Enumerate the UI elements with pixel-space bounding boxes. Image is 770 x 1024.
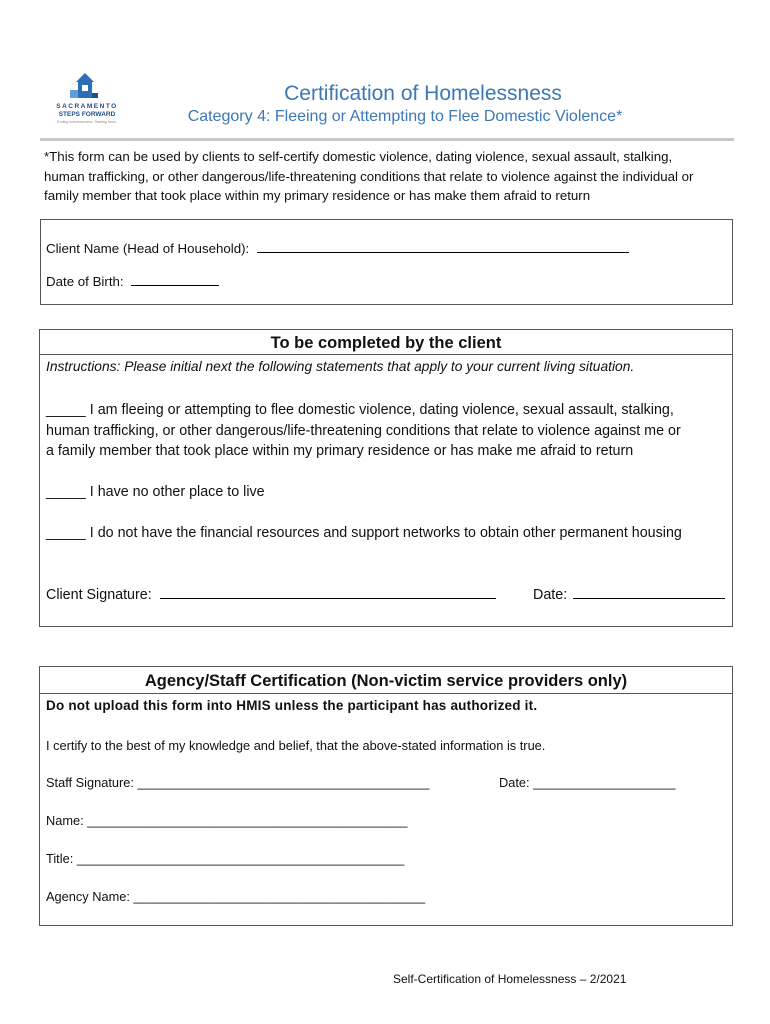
staff-title-field[interactable]: ______________________________________________ <box>76 851 405 866</box>
initial-blank-2[interactable]: _____ <box>46 484 86 500</box>
client-date-row <box>533 585 725 606</box>
staff-title-label: Title: <box>46 851 74 866</box>
statement-text: human trafficking, or other dangerous/life-threatening conditions that relate to violence against me or <box>46 422 681 439</box>
agency-section-heading: Agency/Staff Certification (Non-victim service providers only) <box>40 667 732 694</box>
instructions-text: Instructions: Please initial next the following statements that apply to your current living situation. <box>46 359 635 374</box>
logo-text-line1: SACRAMENTO <box>56 103 118 110</box>
staff-name-row <box>46 813 408 828</box>
dob-label: Date of Birth: <box>46 274 124 289</box>
staff-title-row <box>46 851 404 866</box>
intro-line: human trafficking, or other dangerous/life-threatening conditions that relate to violence against the individual or <box>44 168 694 184</box>
client-signature-label: Client Signature: <box>46 587 152 603</box>
page-subtitle: Category 4: Fleeing or Attempting to Flee Domestic Violence* <box>187 108 623 125</box>
statement-text: a family member that took place within my primary residence or has make me afraid to return <box>46 443 634 459</box>
client-info-box <box>40 219 733 305</box>
client-name-field[interactable] <box>257 240 629 253</box>
agency-section <box>39 666 733 926</box>
statement-no-resources <box>46 523 726 544</box>
staff-date-row <box>499 775 676 790</box>
house-icon <box>52 70 122 102</box>
header-divider <box>40 138 734 141</box>
staff-signature-row <box>46 775 429 790</box>
agency-name-row <box>46 889 425 904</box>
staff-date-field[interactable]: ____________________ <box>533 775 676 790</box>
certify-statement: I certify to the best of my knowledge and belief, that the above-stated information is true. <box>46 738 546 753</box>
statement-fleeing <box>46 400 726 462</box>
client-section <box>39 329 733 627</box>
agency-name-field[interactable]: _________________________________________ <box>133 889 426 904</box>
client-date-field[interactable] <box>573 586 725 599</box>
statement-text: I have no other place to live <box>89 484 265 500</box>
statement-text: I do not have the financial resources and support networks to obtain other permanent housing <box>89 525 682 541</box>
statement-no-place <box>46 482 726 503</box>
dob-row <box>46 273 219 289</box>
initial-blank-1[interactable]: _____ <box>46 402 86 418</box>
staff-name-field[interactable]: _____________________________________________ <box>87 813 408 828</box>
staff-signature-field[interactable]: _________________________________________ <box>137 775 430 790</box>
client-section-heading: To be completed by the client <box>40 330 732 355</box>
client-date-label: Date: <box>533 587 568 603</box>
intro-line: family member that took place within my primary residence or has make them afraid to return <box>44 188 591 203</box>
intro-line: *This form can be used by clients to self-certify domestic violence, dating violence, sexual assault, stalking, <box>44 149 673 164</box>
staff-date-label: Date: <box>499 775 530 790</box>
staff-name-label: Name: <box>46 813 84 828</box>
client-signature-field[interactable] <box>160 586 496 599</box>
client-signature-row <box>46 585 496 606</box>
intro-paragraph <box>44 147 732 206</box>
client-name-row <box>46 240 629 256</box>
page-title: Certification of Homelessness <box>284 82 562 105</box>
hmis-warning: Do not upload this form into HMIS unless the participant has authorized it. <box>46 698 538 713</box>
logo-text-line2: STEPS FORWARD <box>58 111 116 118</box>
client-name-label: Client Name (Head of Household): <box>46 241 250 256</box>
initial-blank-3[interactable]: _____ <box>46 525 86 541</box>
statement-text: I am fleeing or attempting to flee domestic violence, dating violence, sexual assault, stalking, <box>89 402 674 418</box>
staff-signature-label: Staff Signature: <box>46 775 134 790</box>
organization-logo <box>52 70 118 130</box>
page-footer: Self-Certification of Homelessness – 2/2021 <box>393 972 627 986</box>
agency-name-label: Agency Name: <box>46 889 130 904</box>
logo-tagline: Ending homelessness. Starting fresh. <box>57 120 117 124</box>
dob-field[interactable] <box>131 273 219 286</box>
